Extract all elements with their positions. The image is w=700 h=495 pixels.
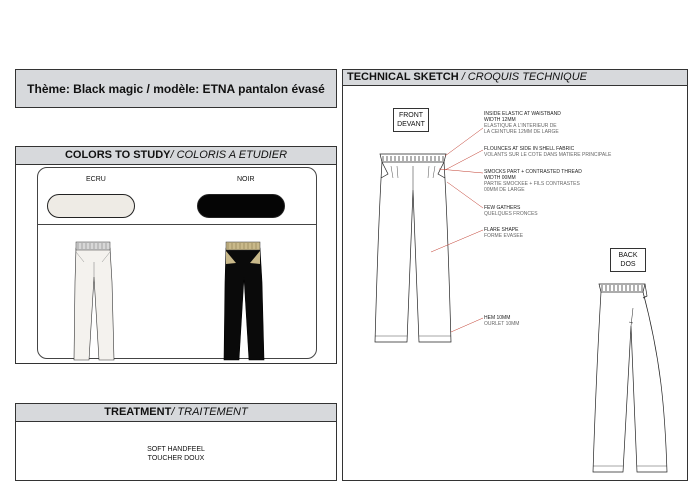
treatment-header-fr: / TRAITEMENT [171, 406, 248, 418]
colors-panel [15, 146, 337, 364]
tech-header-en: TECHNICAL SKETCH [347, 71, 459, 83]
colors-header [16, 147, 336, 165]
colors-header-fr: / COLORIS A ETUDIER [170, 149, 288, 161]
treatment-header-en: TREATMENT [104, 406, 172, 418]
note-smocks: SMOCKS PART + CONTRASTED THREAD WIDTH 00MM PARTIE SMOCKEE + FILS CONTRASTES 00MM DE LARGE [484, 169, 582, 193]
front-pants-sketch [343, 70, 689, 482]
treatment-panel [15, 403, 337, 481]
note-hem: HEM 10MM OURLET 10MM [484, 315, 520, 327]
treatment-line-fr: TOUCHER DOUX [147, 455, 205, 462]
note-flounces: FLOUNCES AT SIDE IN SHELL FABRIC VOLANTS SUR LE COTE DANS MATIERE PRINCIPALE [484, 146, 612, 158]
colorway-illustrations [38, 168, 316, 358]
theme-title: Thème: Black magic / modèle: ETNA pantalon évasé [27, 82, 325, 96]
tech-header-fr: / CROQUIS TECHNIQUE [458, 71, 587, 83]
swatch-label-ecru: ECRU [86, 176, 106, 183]
swatch-label-noir: NOIR [237, 176, 255, 183]
treatment-header [16, 404, 336, 422]
back-pants-sketch [593, 284, 667, 472]
back-tag-fr: DOS [620, 261, 636, 268]
front-tag-en: FRONT [398, 112, 424, 119]
note-flare: FLARE SHAPE FORME EVASEE [484, 227, 524, 239]
swatch-card [37, 167, 317, 359]
note-waistband: INSIDE ELASTIC AT WAISTBAND WIDTH 12MM ELASTIQUE A L'INTERIEUR DE LA CEINTURE 12MM DE LARGE [484, 111, 561, 135]
treatment-line-en: SOFT HANDFEEL [147, 446, 205, 453]
theme-box [15, 69, 337, 108]
colors-header-en: COLORS TO STUDY [64, 149, 171, 161]
back-tag-en: BACK [618, 252, 638, 259]
note-gathers: FEW GATHERS QUELQUES FRONCES [484, 205, 538, 217]
pants-noir-illustration [224, 242, 264, 360]
front-tag-fr: DEVANT [397, 121, 425, 128]
pants-ecru-illustration [74, 242, 114, 360]
technical-sketch-panel [342, 69, 688, 481]
